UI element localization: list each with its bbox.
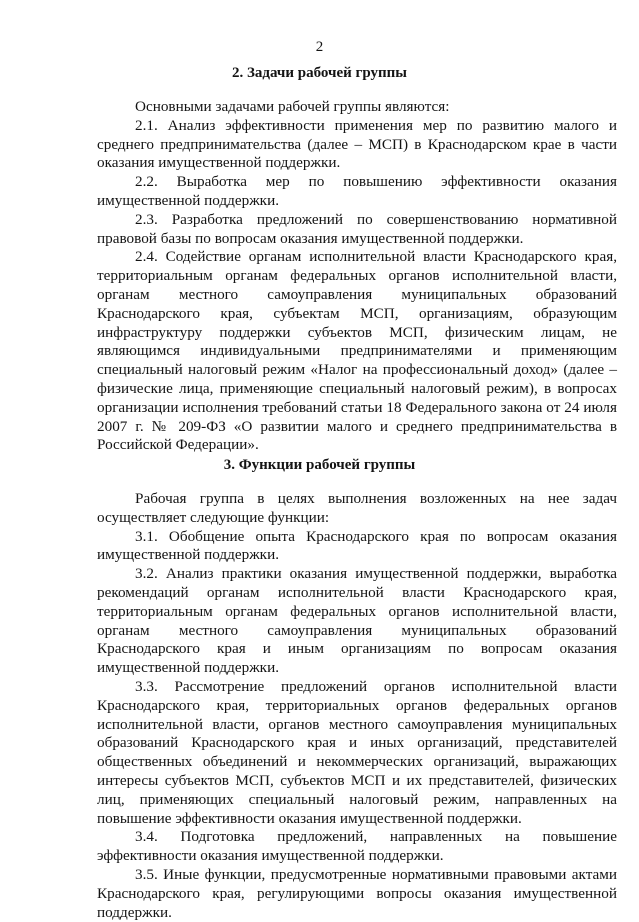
section-3-intro: Рабочая группа в целях выполнения возложенных на нее задач осуществляет следующие функции:: [97, 490, 617, 526]
paragraph-2-1: 2.1. Анализ эффективности применения мер по развитию малого и среднего предпринимательства (далее – МСП) в Краснодарском крае в части оказания имущественной поддержки.: [97, 116, 617, 172]
paragraph-3-5: 3.5. Иные функции, предусмотренные нормативными правовыми актами Краснодарского края, регулирующими вопросы оказания имущественной поддержки.: [97, 865, 617, 921]
paragraph-2-4: 2.4. Содействие органам исполнительной власти Краснодарского края, территориальным органам федеральных органов исполнительной власти, органам местного самоуправления муниципальных образований Краснодарского края, субъектам МСП, организациям, образующим инфраструктуру поддержки субъектов МСП, физическим лицам, не являющимся индивидуальными предпринимателями и применяющим специальный налоговый режим «Налог на профессиональный доход» (далее – физические лица, применяющие специальный налоговый режим), в вопросах организации исполнения требований статьи 18 Федерального закона от 24 июля 2007 г. № 209-ФЗ «О развитии малого и среднего предпринимательства в Российской Федерации».: [97, 248, 617, 454]
section-2-body: [97, 98, 617, 455]
page-number: 2: [315, 39, 324, 55]
section-3-title: 3. Функции рабочей группы: [223, 457, 416, 473]
section-2-title: 2. Задачи рабочей группы: [232, 65, 407, 81]
paragraph-2-2: 2.2. Выработка мер по повышению эффективности оказания имущественной поддержки.: [97, 173, 617, 209]
paragraph-3-4: 3.4. Подготовка предложений, направленных на повышение эффективности оказания имущественной поддержки.: [97, 828, 617, 865]
paragraph-3-3: 3.3. Рассмотрение предложений органов исполнительной власти Краснодарского края, территориальных органов федеральных органов исполнительной власти, органов местного самоуправления муниципальных образований Краснодарского края и иных организаций, представителей общественных объединений и некоммерческих организаций, выражающих интересы субъектов МСП, субъектов МСП и их представителей, физических лиц, применяющих специальный налоговый режим, направленных на повышение эффективности оказания имущественной поддержки.: [97, 677, 617, 827]
paragraph-3-2: 3.2. Анализ практики оказания имущественной поддержки, выработка рекомендаций органам исполнительной власти Краснодарского края, территориальным органам федеральных органов исполнительной власти, органам местного самоуправления муниципальных образований Краснодарского края и иным организациям по вопросам оказания имущественной поддержки.: [97, 565, 617, 677]
section-3-body: [97, 490, 617, 922]
section-2-intro: Основными задачами рабочей группы являются:: [135, 98, 450, 115]
paragraph-3-1: 3.1. Обобщение опыта Краснодарского края по вопросам оказания имущественной поддержки.: [97, 527, 617, 564]
paragraph-2-3: 2.3. Разработка предложений по совершенствованию нормативной правовой базы по вопросам оказания имущественной поддержки.: [97, 210, 617, 247]
